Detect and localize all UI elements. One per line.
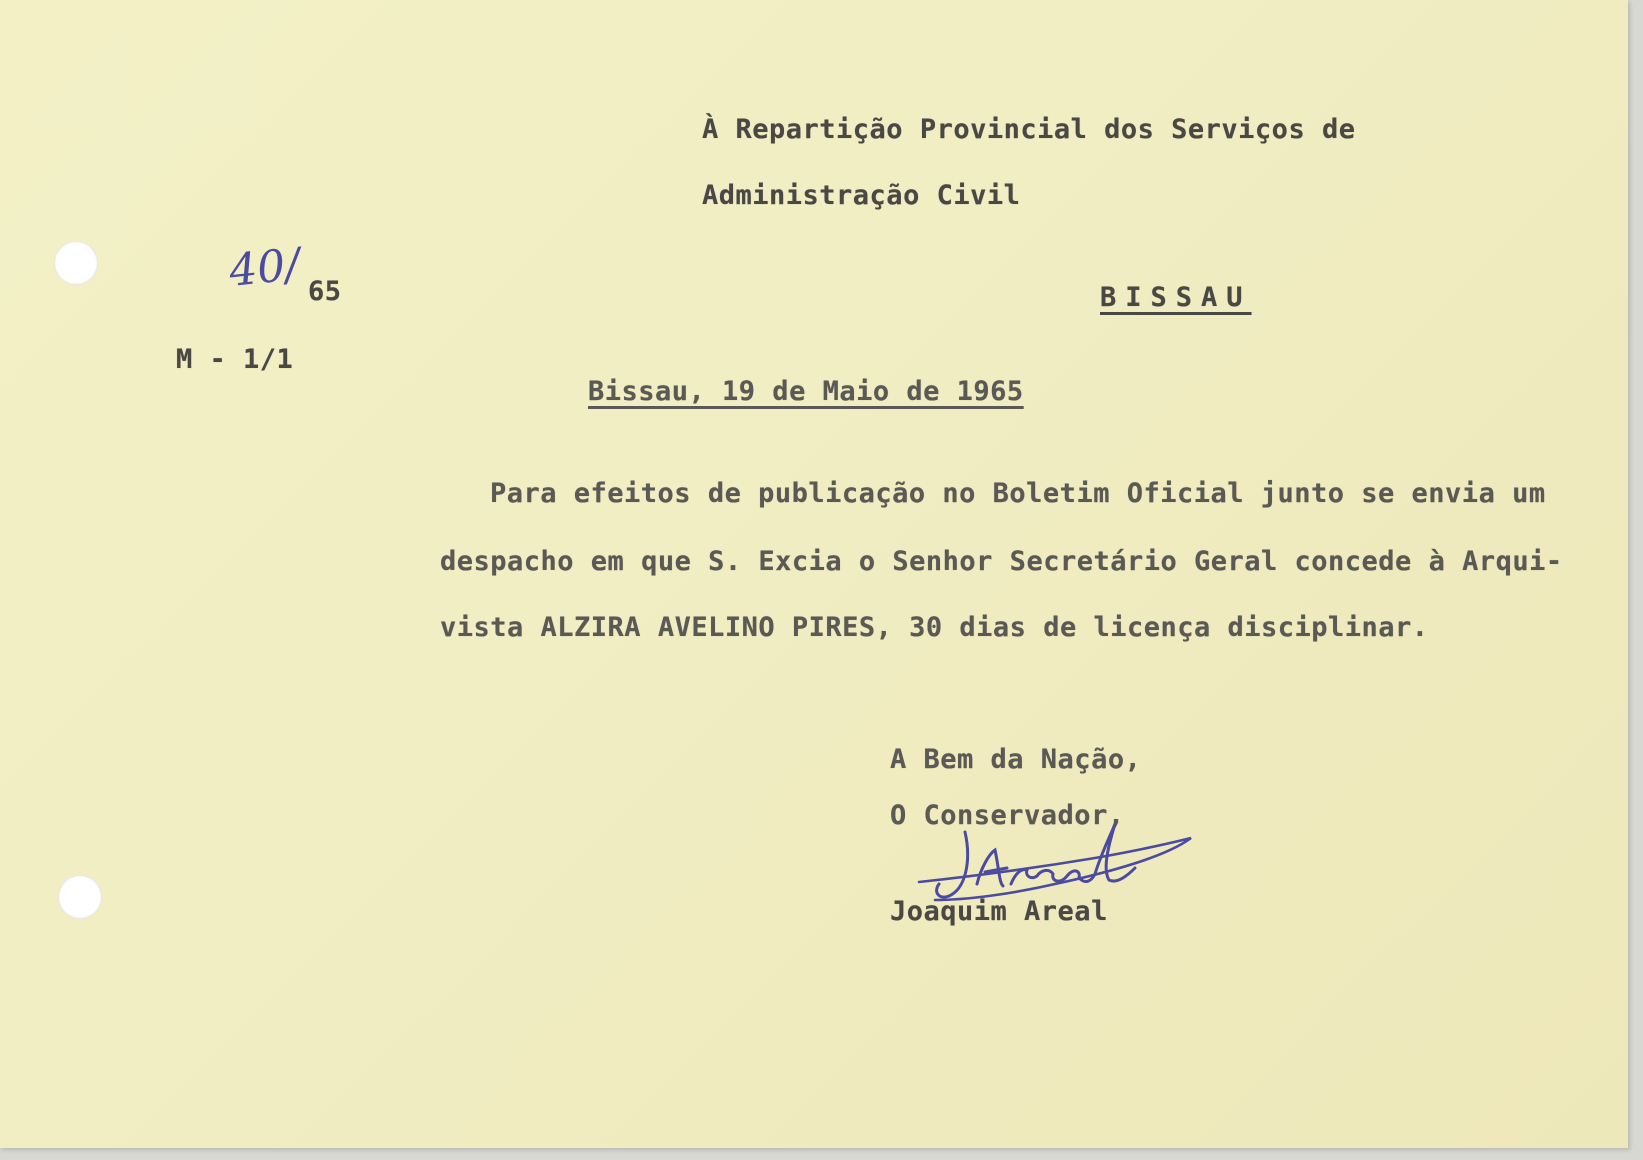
reference-number bbox=[226, 238, 372, 336]
signature-stroke-a bbox=[977, 850, 1007, 886]
city-heading: BISSAU bbox=[1100, 282, 1252, 313]
closing-line: A Bem da Nação, bbox=[890, 744, 1142, 775]
body-line-1: Para efeitos de publicação no Boletim Oficial junto se envia um bbox=[490, 478, 1546, 509]
body-line-2: despacho em que S. Excia o Senhor Secretário Geral concede à Arqui- bbox=[440, 546, 1563, 577]
reference-code: M - 1/1 bbox=[176, 344, 294, 375]
handwritten-reference: 40/ bbox=[226, 238, 303, 297]
punch-hole-bottom bbox=[58, 875, 102, 919]
recipient-line-2: Administração Civil bbox=[702, 180, 1021, 211]
date-line: Bissau, 19 de Maio de 1965 bbox=[588, 376, 1024, 407]
body-line-3: vista ALZIRA AVELINO PIRES, 30 dias de licença disciplinar. bbox=[440, 612, 1429, 643]
typed-reference: 65 bbox=[308, 276, 342, 307]
signer-title: O Conservador, bbox=[890, 800, 1125, 831]
punch-hole-top bbox=[54, 241, 98, 285]
signature-underline-loop bbox=[919, 838, 1191, 900]
signature-stroke-initial bbox=[937, 832, 968, 897]
recipient-line-1: À Repartição Provincial dos Serviços de bbox=[702, 114, 1356, 145]
signer-name: Joaquim Areal bbox=[890, 896, 1108, 927]
